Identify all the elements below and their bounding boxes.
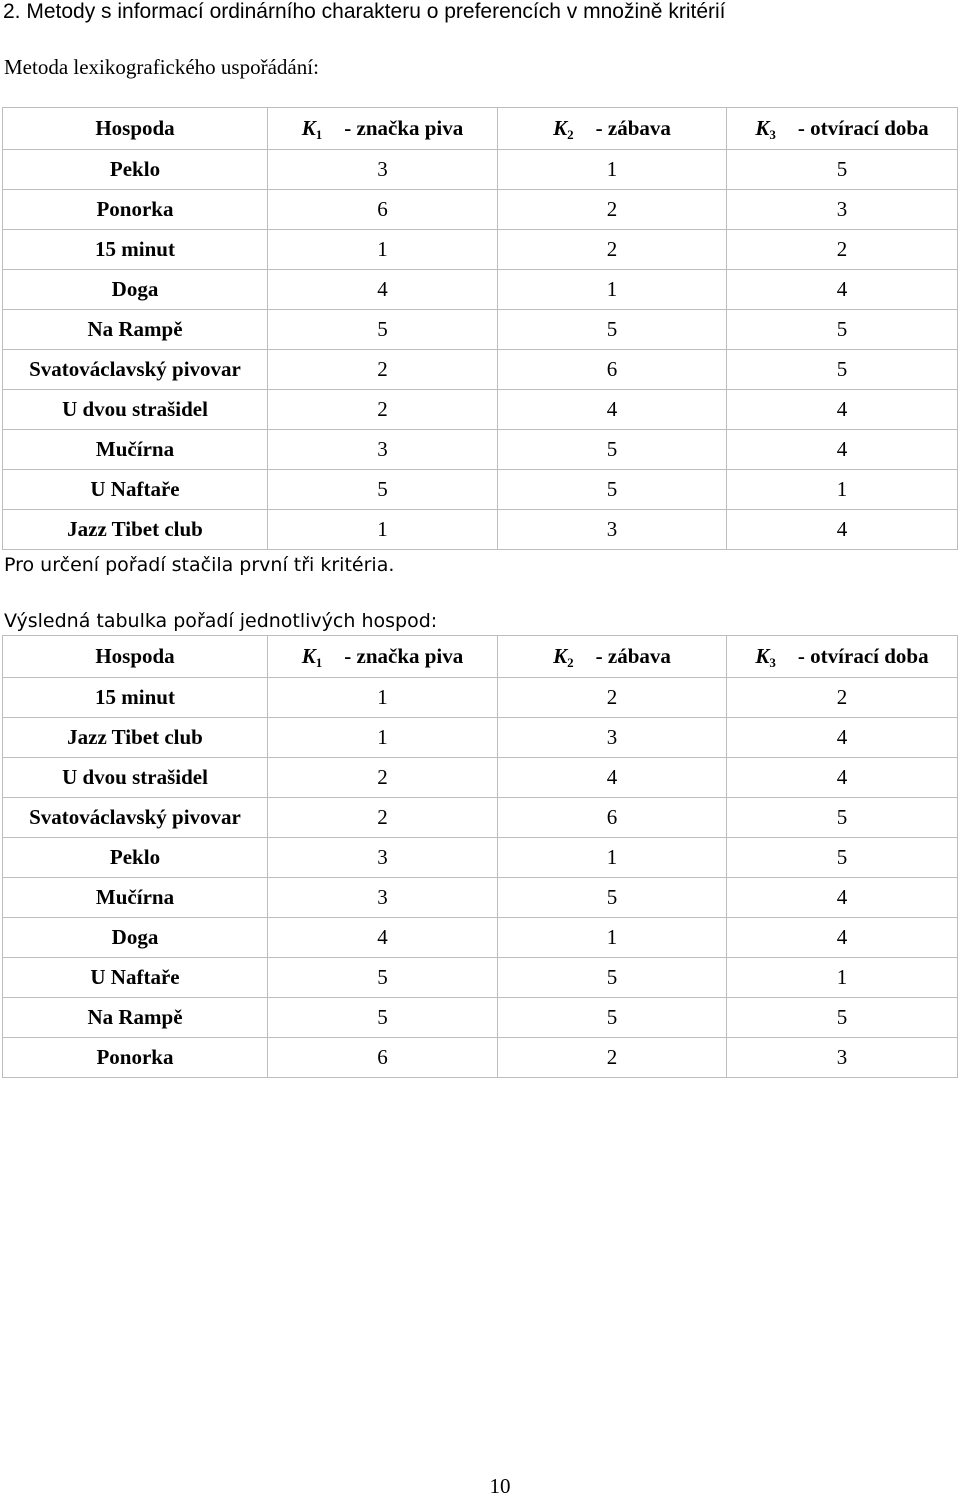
- pub-name: Peklo: [3, 838, 268, 878]
- pub-name: Peklo: [3, 150, 268, 190]
- value-k3: 4: [727, 918, 958, 958]
- k-index: 1: [315, 655, 323, 670]
- value-k1: 4: [268, 918, 498, 958]
- table-row: [3, 798, 958, 838]
- table-row: [3, 718, 958, 758]
- value-k2: 2: [498, 190, 727, 230]
- value-k3: 4: [727, 718, 958, 758]
- value-k1: 1: [268, 718, 498, 758]
- pub-name: Svatováclavský pivovar: [3, 798, 268, 838]
- pub-name: U Naftaře: [3, 470, 268, 510]
- value-k2: 5: [498, 998, 727, 1038]
- table-row: [3, 150, 958, 190]
- value-k3: 5: [727, 150, 958, 190]
- header-hospoda: Hospoda: [3, 108, 268, 150]
- value-k2: 1: [498, 918, 727, 958]
- table-row: [3, 1038, 958, 1078]
- header-k1: [268, 636, 498, 678]
- value-k2: 1: [498, 270, 727, 310]
- value-k2: 2: [498, 678, 727, 718]
- k-index: 3: [769, 127, 776, 142]
- value-k1: 3: [268, 878, 498, 918]
- value-k1: 1: [268, 230, 498, 270]
- pub-name: Na Rampě: [3, 310, 268, 350]
- value-k1: 4: [268, 270, 498, 310]
- value-k2: 5: [498, 878, 727, 918]
- table-header-row: [3, 108, 958, 150]
- criterion-label: - značka piva: [344, 644, 464, 668]
- method-title: Metoda lexikografického uspořádání:: [4, 55, 319, 79]
- header-hospoda: Hospoda: [3, 636, 268, 678]
- table-row: [3, 878, 958, 918]
- value-k3: 5: [727, 310, 958, 350]
- k-symbol: K: [755, 116, 770, 140]
- table-header-row: [3, 636, 958, 678]
- k-index: 2: [567, 655, 574, 670]
- header-k3: [727, 108, 958, 150]
- table-row: [3, 390, 958, 430]
- value-k2: 5: [498, 958, 727, 998]
- pub-name: Ponorka: [3, 1038, 268, 1078]
- table-row: [3, 230, 958, 270]
- pub-name: 15 minut: [3, 230, 268, 270]
- value-k3: 4: [727, 510, 958, 550]
- value-k1: 5: [268, 310, 498, 350]
- pub-name: 15 minut: [3, 678, 268, 718]
- header-k3: [727, 636, 958, 678]
- table-row: [3, 918, 958, 958]
- value-k3: 1: [727, 958, 958, 998]
- value-k2: 4: [498, 758, 727, 798]
- pub-name: U dvou strašidel: [3, 758, 268, 798]
- k-symbol: K: [553, 116, 568, 140]
- table-row: [3, 958, 958, 998]
- value-k3: 3: [727, 1038, 958, 1078]
- value-k3: 4: [727, 390, 958, 430]
- k-symbol: K: [755, 644, 770, 668]
- k-symbol: K: [301, 116, 316, 140]
- table-row: [3, 190, 958, 230]
- result-table: [2, 635, 958, 1078]
- value-k1: 2: [268, 758, 498, 798]
- value-k2: 5: [498, 310, 727, 350]
- table-row: [3, 270, 958, 310]
- value-k2: 2: [498, 230, 727, 270]
- value-k3: 4: [727, 430, 958, 470]
- table-row: [3, 430, 958, 470]
- value-k2: 5: [498, 430, 727, 470]
- table-row: [3, 678, 958, 718]
- value-k1: 3: [268, 838, 498, 878]
- value-k3: 5: [727, 350, 958, 390]
- criteria-table: [2, 107, 958, 550]
- value-k2: 5: [498, 470, 727, 510]
- value-k3: 2: [727, 230, 958, 270]
- value-k1: 6: [268, 1038, 498, 1078]
- table-row: [3, 998, 958, 1038]
- value-k3: 5: [727, 838, 958, 878]
- value-k1: 5: [268, 958, 498, 998]
- value-k3: 4: [727, 878, 958, 918]
- value-k1: 2: [268, 390, 498, 430]
- value-k1: 1: [268, 510, 498, 550]
- table-row: [3, 838, 958, 878]
- criterion-label: - značka piva: [344, 116, 464, 140]
- pub-name: Jazz Tibet club: [3, 510, 268, 550]
- k-index: 2: [567, 127, 574, 142]
- value-k2: 1: [498, 838, 727, 878]
- note-text: Pro určení pořadí stačila první tři kritéria.: [4, 554, 395, 576]
- value-k2: 2: [498, 1038, 727, 1078]
- criterion-label: - zábava: [595, 644, 671, 668]
- value-k2: 3: [498, 510, 727, 550]
- value-k1: 2: [268, 798, 498, 838]
- k-index: 3: [769, 655, 776, 670]
- value-k3: 5: [727, 798, 958, 838]
- value-k2: 6: [498, 350, 727, 390]
- pub-name: Ponorka: [3, 190, 268, 230]
- value-k2: 4: [498, 390, 727, 430]
- pub-name: Jazz Tibet club: [3, 718, 268, 758]
- header-k1: [268, 108, 498, 150]
- value-k1: 3: [268, 430, 498, 470]
- k-symbol: K: [301, 644, 316, 668]
- value-k3: 4: [727, 270, 958, 310]
- value-k3: 4: [727, 758, 958, 798]
- k-symbol: K: [553, 644, 568, 668]
- result-title: Výsledná tabulka pořadí jednotlivých hospod:: [4, 610, 438, 632]
- pub-name: Doga: [3, 918, 268, 958]
- value-k2: 3: [498, 718, 727, 758]
- pub-name: Mučírna: [3, 878, 268, 918]
- pub-name: Doga: [3, 270, 268, 310]
- value-k1: 3: [268, 150, 498, 190]
- criterion-label: - otvírací doba: [797, 116, 929, 140]
- value-k2: 1: [498, 150, 727, 190]
- pub-name: U Naftaře: [3, 958, 268, 998]
- pub-name: U dvou strašidel: [3, 390, 268, 430]
- value-k3: 3: [727, 190, 958, 230]
- pub-name: Svatováclavský pivovar: [3, 350, 268, 390]
- value-k3: 5: [727, 998, 958, 1038]
- value-k3: 1: [727, 470, 958, 510]
- criterion-label: - zábava: [595, 116, 671, 140]
- header-k2: [498, 108, 727, 150]
- value-k2: 6: [498, 798, 727, 838]
- table-row: [3, 758, 958, 798]
- value-k1: 5: [268, 998, 498, 1038]
- table-row: [3, 350, 958, 390]
- value-k1: 5: [268, 470, 498, 510]
- section-heading: 2. Metody s informací ordinárního charakteru o preferencích v množině kritérií: [3, 0, 726, 23]
- value-k3: 2: [727, 678, 958, 718]
- pub-name: Mučírna: [3, 430, 268, 470]
- value-k1: 1: [268, 678, 498, 718]
- page-number: 10: [489, 1474, 511, 1498]
- value-k1: 2: [268, 350, 498, 390]
- table-row: [3, 510, 958, 550]
- table-row: [3, 310, 958, 350]
- table-row: [3, 470, 958, 510]
- value-k1: 6: [268, 190, 498, 230]
- k-index: 1: [315, 127, 323, 142]
- pub-name: Na Rampě: [3, 998, 268, 1038]
- criterion-label: - otvírací doba: [797, 644, 929, 668]
- header-k2: [498, 636, 727, 678]
